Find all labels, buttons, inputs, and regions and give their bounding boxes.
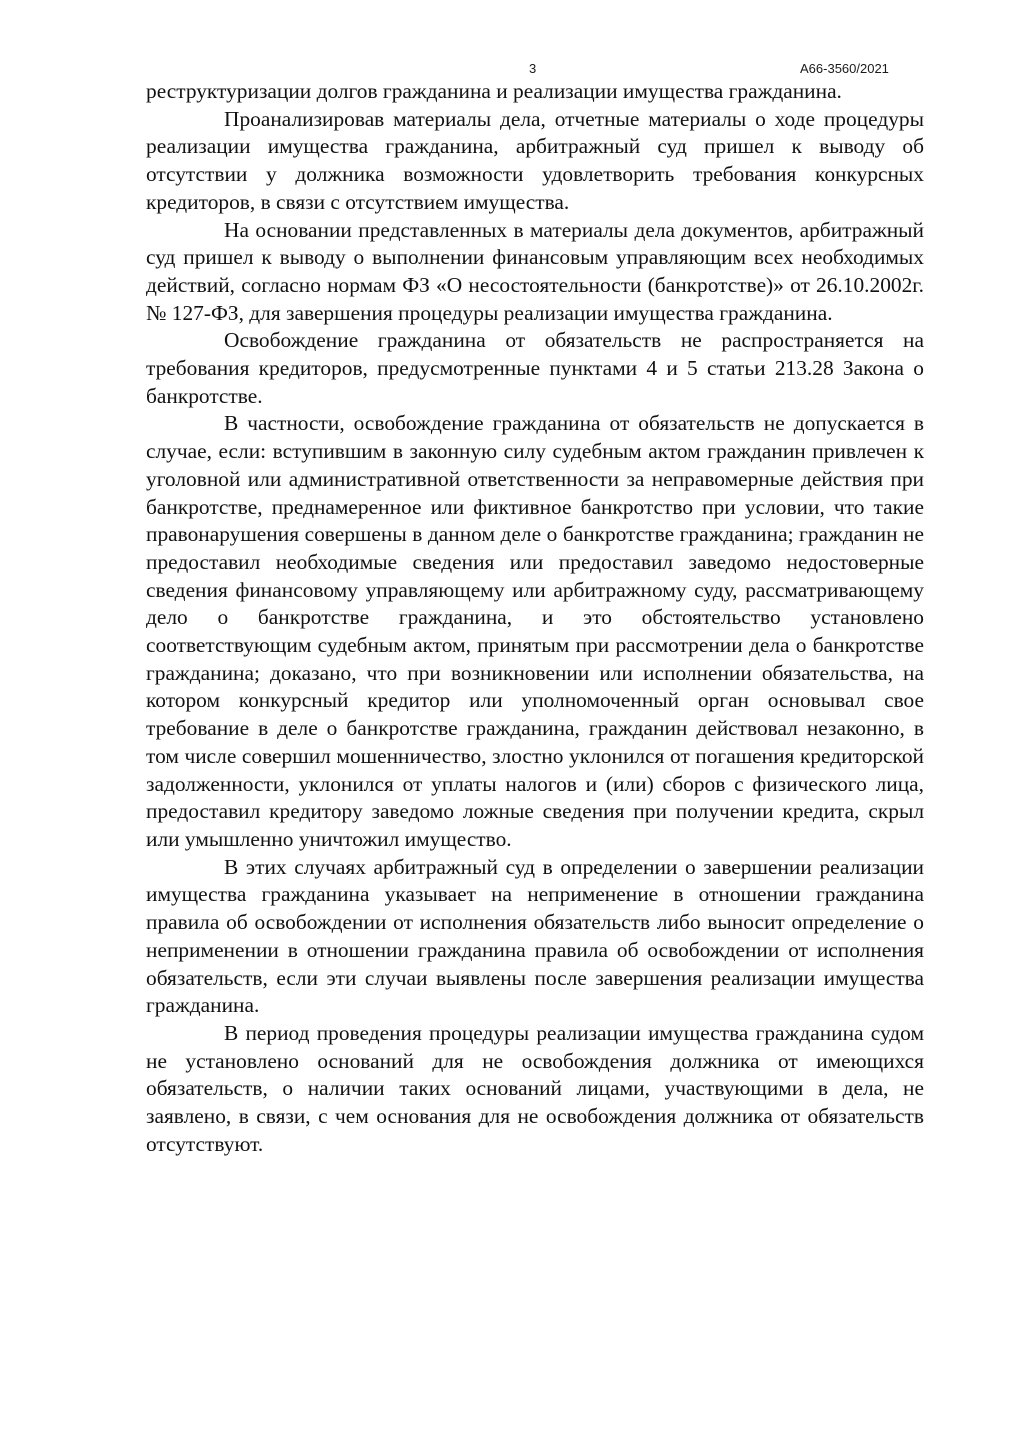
paragraph-continuation: реструктуризации долгов гражданина и реализации имущества гражданина.: [146, 79, 842, 103]
paragraph: Освобождение гражданина от обязательств не распространяется на требования кредиторов, предусмотренные пунктами 4 и 5 статьи 213.28 Закона о банкротстве.: [146, 328, 924, 408]
paragraph: На основании представленных в материалы дела документов, арбитражный суд пришел к выводу о выполнении финансовым управляющим всех необходимых действий, согласно нормам ФЗ «О несостоятельности (банкротстве)» от 26.10.2002г. № 127-ФЗ, для завершения процедуры реализации имущества гражданина.: [146, 217, 924, 325]
paragraph: В частности, освобождение гражданина от обязательств не допускается в случае, если: вступившим в законную силу судебным актом гражданин привлечен к уголовной или административной ответственности за неправомерные действия при банкротстве, преднамеренное или фиктивное банкротство при условии, что такие правонарушения совершены в данном деле о банкротстве гражданина; гражданин не предоставил необходимые сведения или предоставил заведомо недостоверные сведения финансовому управляющему или арбитражному суду, рассматривающему дело о банкротстве гражданина, и это обстоятельство установлено соответствующим судебным актом, принятым при рассмотрении дела о банкротстве гражданина; доказано, что при возникновении или исполнении обязательства, на котором конкурсный кредитор или уполномоченный орган основывал свое требование в деле о банкротстве гражданина, гражданин действовал незаконно, в том числе совершил мошенничество, злостно уклонился от погашения кредиторской задолженности, уклонился от уплаты налогов и (или) сборов с физического лица, предоставил кредитору заведомо ложные сведения при получении кредита, скрыл или умышленно уничтожил имущество.: [146, 411, 924, 851]
paragraph: Проанализировав материалы дела, отчетные материалы о ходе процедуры реализации имущества гражданина, арбитражный суд пришел к выводу об отсутствии у должника возможности удовлетворить требования конкурсных кредиторов, в связи с отсутствием имущества.: [146, 106, 924, 214]
case-number: А66-3560/2021: [800, 61, 889, 76]
page-number: 3: [529, 61, 537, 76]
paragraph: В этих случаях арбитражный суд в определении о завершении реализации имущества гражданина указывает на неприменение в отношении гражданина правила об освобождении от исполнения обязательств либо выносит определение о неприменении в отношении гражданина правила об освобождении от исполнения обязательств, если эти случаи выявлены после завершения реализации имущества гражданина.: [146, 854, 924, 1018]
paragraph: В период проведения процедуры реализации имущества гражданина судом не установлено оснований для не освобождения должника от имеющихся обязательств, о наличии таких оснований лицами, участвующими в дела, не заявлено, в связи, с чем основания для не освобождения должника от обязательств отсутствуют.: [146, 1020, 924, 1156]
document-body: [146, 78, 924, 1158]
